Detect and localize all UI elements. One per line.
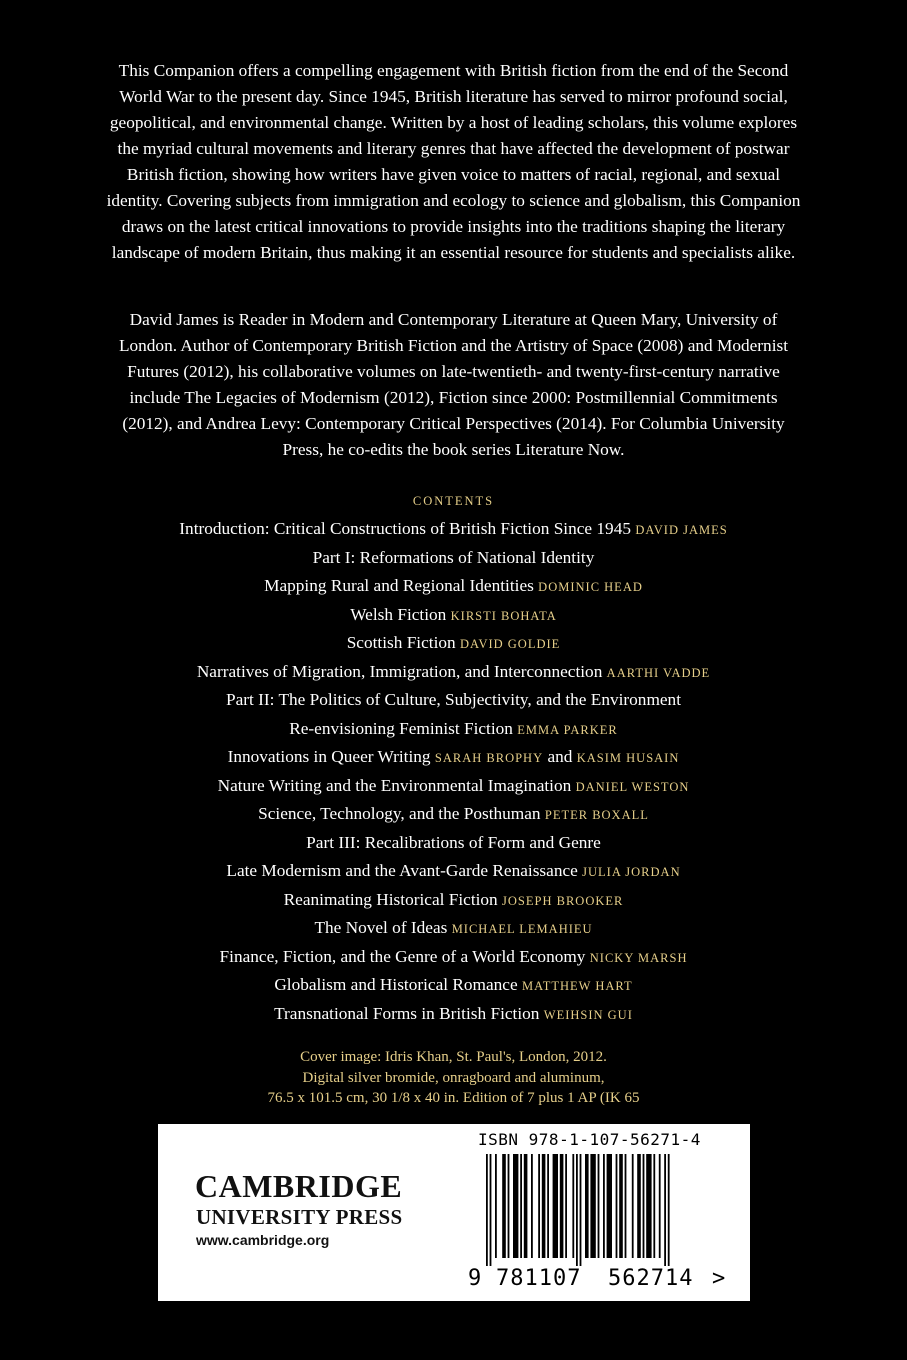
barcode-bar [508, 1154, 510, 1258]
barcode-bar [637, 1154, 641, 1258]
toc-author: SARAH BROPHY [434, 751, 544, 765]
barcode-bar [603, 1154, 605, 1258]
barcode-bar [524, 1154, 528, 1258]
toc-author: DANIEL WESTON [575, 779, 690, 794]
credit-line: 76.5 x 101.5 cm, 30 1/8 x 40 in. Edition of 7 plus 1 AP (IK 65 [267, 1090, 640, 1106]
barcode-bar [668, 1154, 670, 1266]
barcode-bar [664, 1154, 666, 1266]
toc-part-heading [60, 686, 847, 715]
toc-entry [60, 629, 847, 658]
contents-heading: CONTENTS [412, 494, 495, 508]
publisher-barcode-panel [158, 1124, 750, 1301]
toc-entry [60, 572, 847, 601]
credit-line: Digital silver bromide, onragboard and aluminum, [302, 1069, 605, 1086]
barcode-bar [502, 1154, 506, 1258]
toc-entry [60, 601, 847, 630]
author-bio-text: David James is Reader in Modern and Contemporary Literature at Queen Mary, University of London. Author of Contemporary British Fiction and the Artistry of Space (2008) and Modernist Futures (2012), his collaborative volumes on late-twentieth- and twenty-first-century narrative include The Legacies of Modernism (2012), Fiction since 2000: Postmillennial Commitments (2012), and Andrea Levy: Contemporary Critical Perspectives (2014). For Columbia University Press, he co-edits the book series Literature Now. [118, 310, 789, 459]
toc-author: DAVID GOLDIE [460, 637, 561, 651]
toc-title: Nature Writing and the Environmental Imagination [217, 775, 572, 795]
toc-entry [60, 914, 847, 943]
description-paragraph [106, 58, 801, 266]
barcode-bar [572, 1154, 574, 1258]
toc-title: Part I: Reformations of National Identity [312, 547, 595, 567]
barcode-bar [619, 1154, 623, 1258]
toc-title: Part III: Recalibrations of Form and Genre [306, 832, 601, 852]
toc-entry [60, 658, 847, 687]
toc-title: Late Modernism and the Avant-Garde Renaissance [226, 861, 578, 880]
barcode-bar [585, 1154, 589, 1258]
toc-title: Mapping Rural and Regional Identities [264, 576, 534, 595]
barcode-bar [607, 1154, 612, 1258]
toc-title: Science, Technology, and the Posthuman [258, 804, 541, 823]
barcode-bar [632, 1154, 634, 1258]
description-text: This Companion offers a compelling engagement with British fiction from the end of the Second World War to the present day. Since 1945, British literature has served to mirror profound social, geopolitical, and environmental change. Written by a host of leading scholars, this volume explores the myriad cultural movements and literary genres that have affected the development of postwar British fiction, showing how writers have given voice to matters of racial, regional, and sexual identity. Covering subjects from immigration and ecology to science and globalism, this Companion draws on the latest critical innovations to provide insights into the traditions shaping the literary landscape of modern Britain, thus making it an essential resource for students and specialists alike. [106, 61, 801, 262]
barcode-left-group: 781107 [496, 1266, 582, 1291]
toc-title: Scottish Fiction [346, 633, 456, 652]
barcode-bar [565, 1154, 567, 1258]
cover-image-credit [0, 1047, 907, 1109]
barcode-bar [553, 1154, 558, 1258]
toc-author: EMMA PARKER [517, 722, 618, 737]
toc-author: PETER BOXALL [544, 808, 649, 822]
toc-entry [60, 515, 847, 544]
toc-entry [60, 857, 847, 886]
toc-title: Innovations in Queer Writing [227, 747, 431, 766]
barcode-bar [486, 1154, 488, 1266]
barcode-bar [576, 1154, 578, 1266]
barcode-bar [590, 1154, 595, 1258]
toc-author: AARTHI VADDE [606, 665, 711, 680]
toc-entry [60, 1000, 847, 1029]
barcode-bar [580, 1154, 582, 1266]
barcode-bar [495, 1154, 497, 1258]
toc-title: The Novel of Ideas [314, 918, 448, 937]
toc-entry [60, 800, 847, 829]
author-bio-paragraph [106, 307, 801, 463]
barcode-bars [468, 1154, 736, 1266]
toc-part-heading [60, 544, 847, 573]
barcode-bar [616, 1154, 618, 1258]
toc-author: MATTHEW HART [521, 979, 633, 993]
toc-author: WEIHSIN GUI [543, 1007, 633, 1022]
toc-author: MICHAEL LEMAHIEU [451, 922, 593, 936]
toc-author: JOSEPH BROOKER [502, 893, 624, 908]
toc-entry [60, 971, 847, 1000]
toc-author: JULIA JORDAN [582, 865, 681, 879]
barcode-bar [520, 1154, 522, 1258]
toc-part-heading [60, 829, 847, 858]
barcode-bar [538, 1154, 540, 1258]
toc-entry [60, 772, 847, 801]
toc-entry [60, 715, 847, 744]
toc-entry [60, 743, 847, 772]
toc-entry [60, 886, 847, 915]
barcode-right-group: 562714 [608, 1266, 694, 1291]
barcode-bar [547, 1154, 549, 1258]
barcode-bar [560, 1154, 564, 1258]
toc-title: Reanimating Historical Fiction [283, 889, 498, 909]
barcode-bar [653, 1154, 655, 1258]
table-of-contents [60, 515, 847, 1028]
toc-entry [60, 943, 847, 972]
barcode-bar [598, 1154, 600, 1258]
toc-title: Finance, Fiction, and the Genre of a World Economy [219, 946, 586, 966]
isbn-barcode [468, 1130, 736, 1296]
toc-title: Globalism and Historical Romance [274, 975, 518, 994]
toc-author: DAVID JAMES [635, 523, 728, 537]
toc-title: Narratives of Migration, Immigration, and Interconnection [196, 661, 603, 681]
credit-line: Cover image: Idris Khan, St. Paul's, London, 2012. [300, 1049, 607, 1065]
toc-author-second: KASIM HUSAIN [576, 751, 680, 765]
toc-title: Introduction: Critical Constructions of British Fiction Since 1945 [179, 519, 631, 538]
barcode-bar [542, 1154, 546, 1258]
barcode-end-mark: > [712, 1266, 726, 1291]
toc-author: KIRSTI BOHATA [450, 608, 557, 623]
toc-author: NICKY MARSH [589, 950, 688, 965]
toc-title: Re-envisioning Feminist Fiction [289, 718, 513, 738]
toc-title: Part II: The Politics of Culture, Subjectivity, and the Environment [226, 690, 681, 709]
toc-title: Transnational Forms in British Fiction [274, 1003, 540, 1023]
toc-connector: and [547, 747, 573, 766]
barcode-bar [646, 1154, 651, 1258]
barcode-bar [643, 1154, 645, 1258]
barcode-bar [513, 1154, 518, 1258]
toc-title: Welsh Fiction [350, 604, 447, 624]
publisher-press-name: UNIVERSITY PRESS [196, 1205, 403, 1229]
isbn-label: ISBN 978-1-107-56271-4 [478, 1130, 701, 1149]
barcode-bar [625, 1154, 627, 1258]
barcode-first-digit: 9 [468, 1266, 482, 1291]
toc-author: DOMINIC HEAD [538, 580, 643, 594]
barcode-bar [659, 1154, 661, 1258]
barcode-bar [531, 1154, 533, 1258]
publisher-url: www.cambridge.org [196, 1232, 330, 1248]
barcode-bar [490, 1154, 492, 1266]
publisher-logo-name: CAMBRIDGE [195, 1168, 403, 1204]
